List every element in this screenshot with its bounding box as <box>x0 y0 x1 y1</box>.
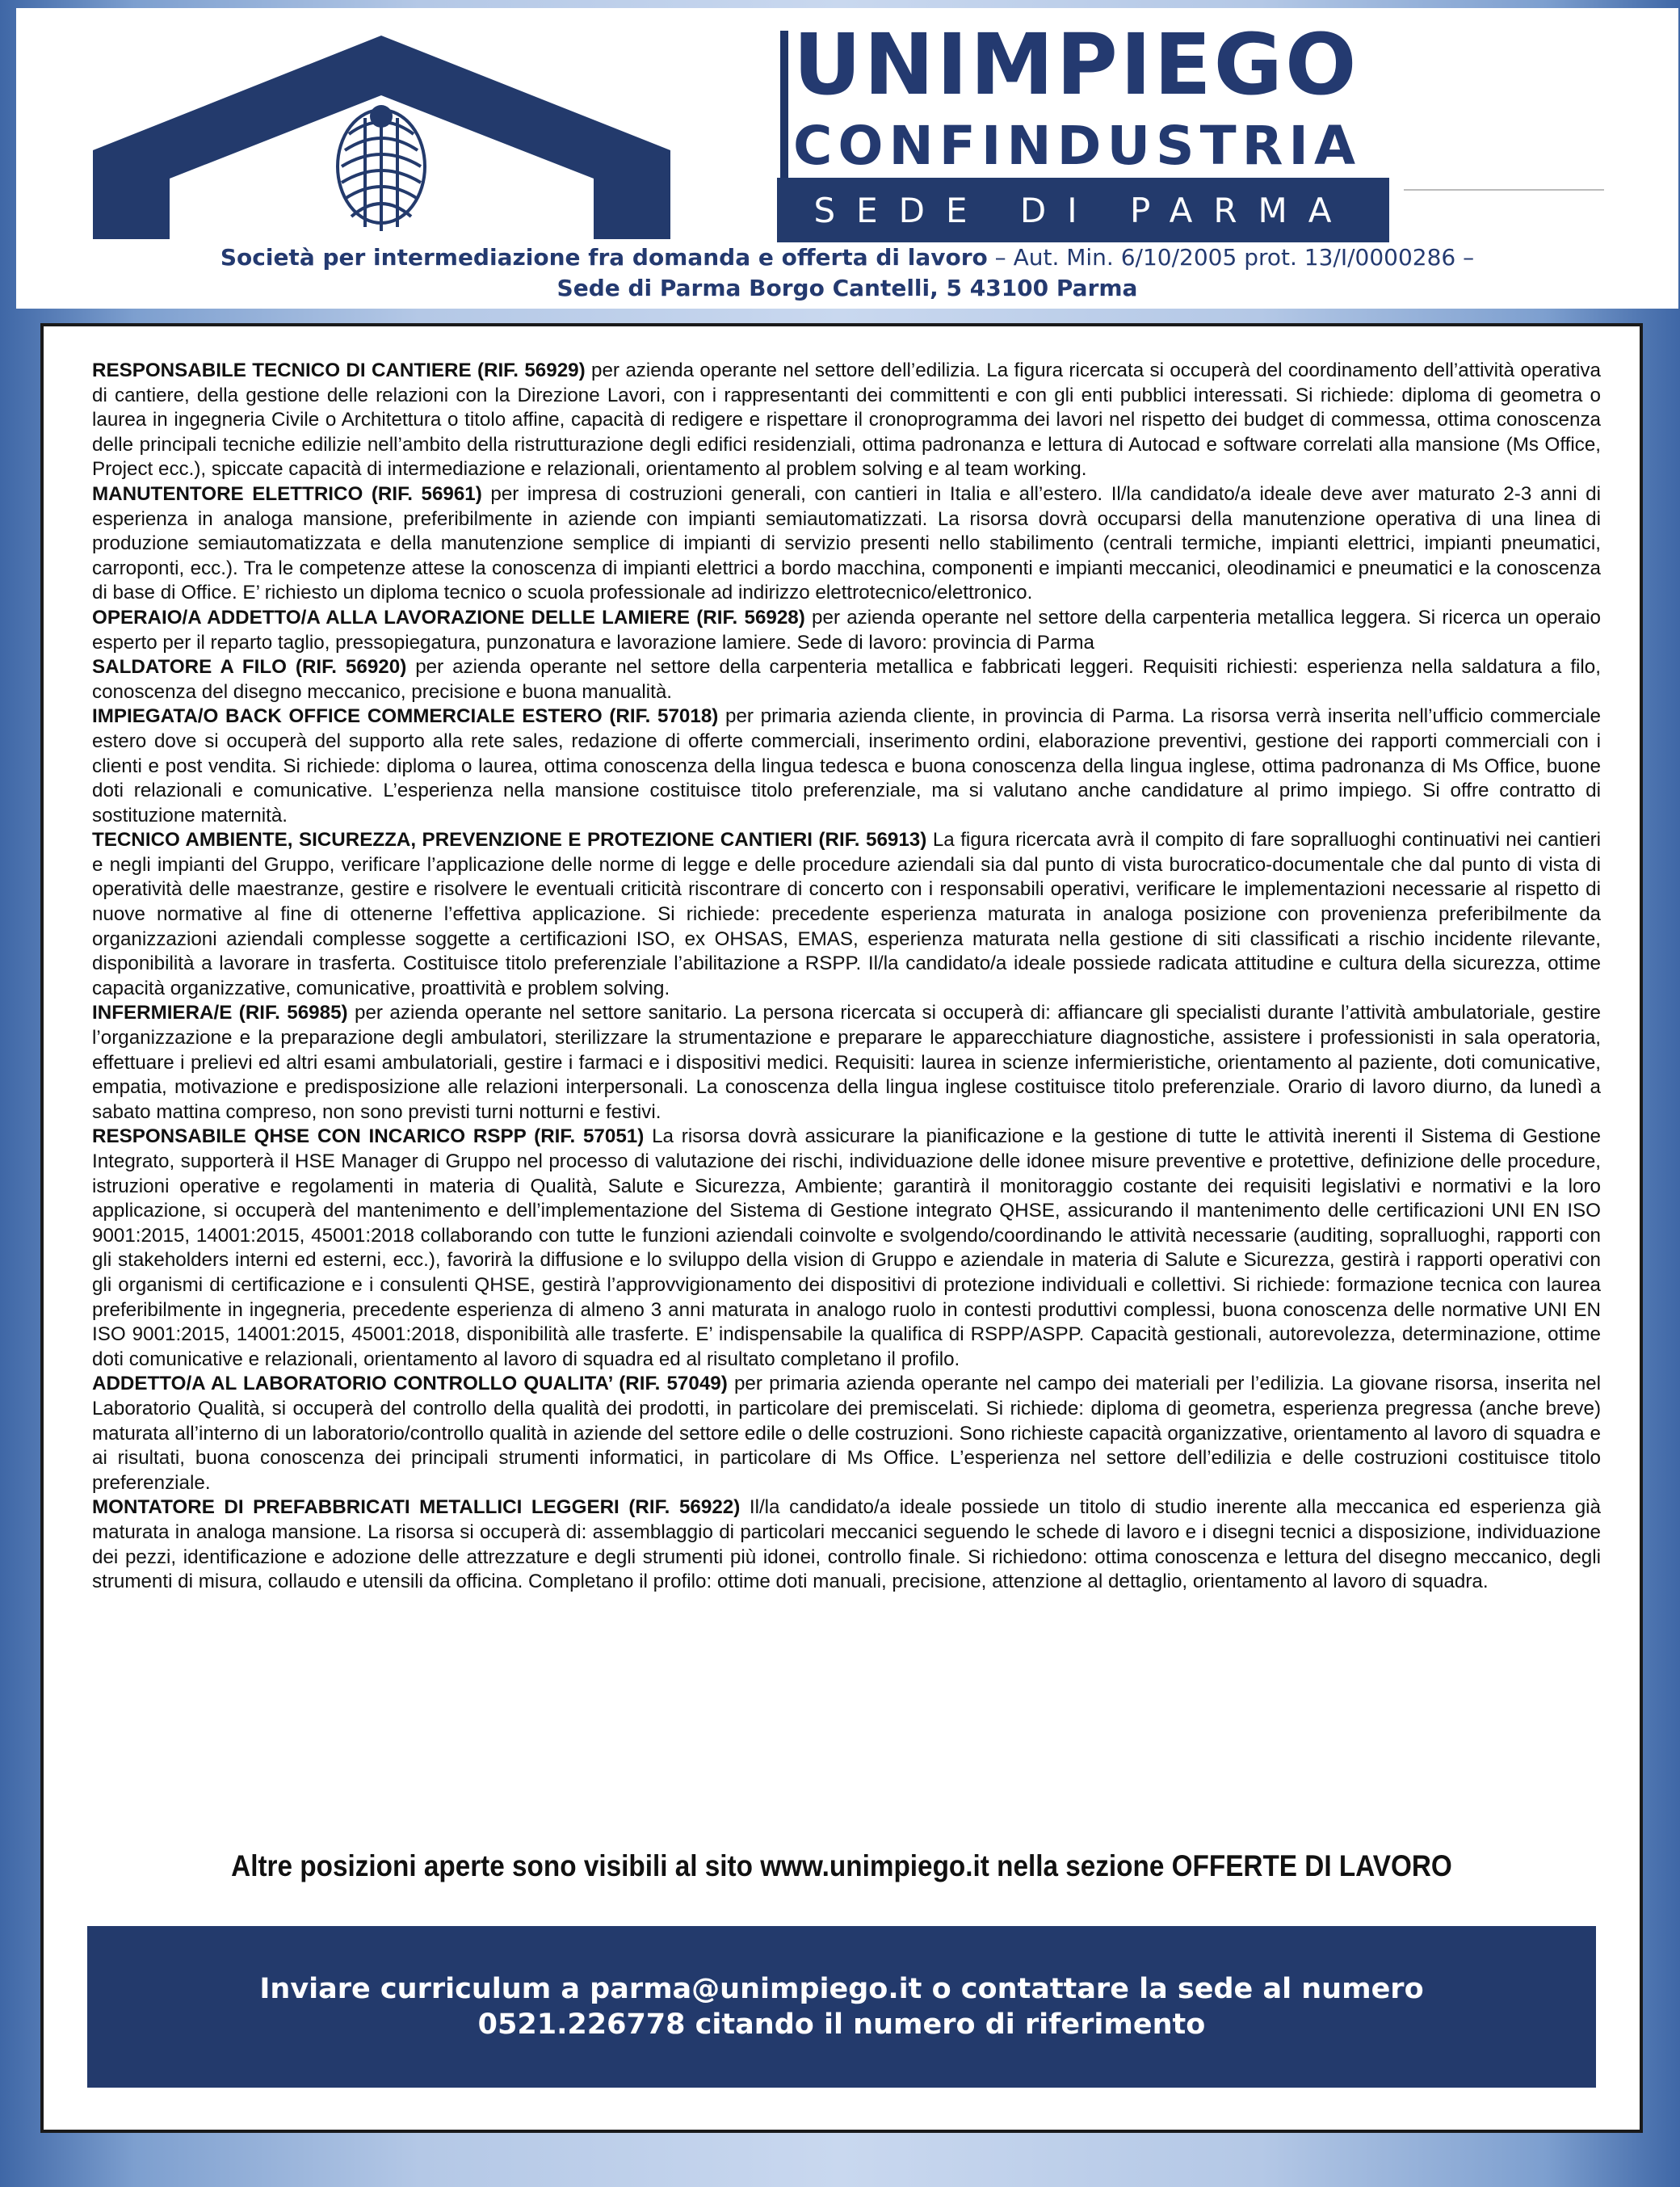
job-offer-title: MANUTENTORE ELETTRICO (RIF. 56961) <box>92 482 482 505</box>
job-offer-description: per primaria azienda operante nel campo dei materiali per l’edilizia. La giovane risorsa, inserita nel Laboratorio Qualità, si occuperà del controllo della qualità dei prodotti, in particolare dei premiscelati. Si richiede: diploma di geometra, esperienza pregressa (anche breve) maturata all’interno di un laboratorio/controllo qualità in aziende del settore edile o delle costruzioni. Sono richieste capacità organizzative, orientamento al lavoro di squadra e ai risultati, buona conoscenza dei principali strumenti informatici, in particolare di Ms Office. L’esperienza nel settore dell’edilizia e delle costruzioni costituisce titolo preferenziale. <box>92 1373 1601 1494</box>
job-offer-description: La risorsa dovrà assicurare la pianificazione e la gestione di tutte le attività inerenti il Sistema di Gestione Integrato, supporterà il HSE Manager di Gruppo nel processo di valutazione dei rischi, individuazione delle idonee misure preventive e protettive, definizione delle procedure, istruzioni operative e regolamenti in materia di Qualità, Salute e Sicurezza, Ambiente; garantirà il monitoraggio costante dei requisiti legislativi e normativi e la loro applicazione, si occuperà del mantenimento e dell’implementazione del Sistema di Gestione integrato QHSE, assicurando il mantenimento delle certificazioni UNI EN ISO 9001:2015, 14001:2015, 45001:2018 collaborando con tutte le funzioni aziendali coinvolte e svolgendo/coordinando le attività necessarie (auditing, sopralluoghi, rapporti con gli stakeholders interni ed esterni, ecc.), favorirà la diffusione e lo sviluppo della vision di Gruppo e aziendale in materia di Salute e Sicurezza, gestirà i rapporti operativi con gli organismi di certificazione e i consulenti QHSE, gestirà l’approvvigionamento dei dispositivi di protezione individuali e collettivi. Si richiede: formazione tecnica con laurea preferibilmente in ingegneria, precedente esperienza di almeno 3 anni maturata in analogo ruolo in contesti produttivi complessi, buona conoscenza delle normative UNI EN ISO 9001:2015, 14001:2015, 45001:2018, disponibilità alle trasferte. E’ indispensabile la qualifica di RSPP/ASPP. Capacità gestionali, autorevolezza, determinazione, ottime doti comunicative e relazionali, orientamento al lavoro di squadra ed al risultato completano il profilo. <box>92 1125 1601 1370</box>
job-offer-description: per azienda operante nel settore della carpenteria metallica leggera. Si ricerca un operaio esperto per il reparto taglio, pressopiegatura, punzonatura e lavorazione lamiere. Sede di lavoro: provincia di Parma <box>92 606 1601 654</box>
job-offer-description: per primaria azienda cliente, in provincia di Parma. La risorsa verrà inserita nell’ufficio commerciale estero dove si occuperà del supporto alla rete sales, redazione di offerte commerciali, inserimento ordini, elaborazione preventivi, gestione dei rapporti commerciali con i clienti e post vendita. Si richiede: diploma o laurea, ottima conoscenza della lingua tedesca e buona conoscenza della lingua inglese, ottima padronanza di Ms Office, buone doti relazionali e comunicative. L’esperienza nella mansione costituisce titolo preferenziale, ma si valutano anche candidature al primo impiego. Si offre contratto di sostituzione maternità. <box>92 705 1601 826</box>
job-offer <box>92 359 1601 482</box>
job-offer <box>92 1125 1601 1372</box>
job-offer-description: Il/la candidato/a ideale possiede un titolo di studio inerente alla meccanica ed esperienza già maturata in analoga mansione. La risorsa si occuperà di: assemblaggio di particolari meccanici seguendo le schede di lavoro e i disegni tecnici a disposizione, individuazione dei pezzi, identificazione e adozione delle attrezzature e degli strumenti più idonei, controllo finale. Si richiedono: ottima conoscenza e lettura del disegno meccanico, degli strumenti di misura, collaudo e utensili da officina. Completano il profilo: ottime doti manuali, precisione, attenzione al dettaglio, orientamento al lavoro di squadra. <box>92 1496 1601 1593</box>
job-offers-panel <box>40 323 1643 2133</box>
office-address: Sede di Parma Borgo Cantelli, 5 43100 Parma <box>556 275 1138 301</box>
job-offer-title: MONTATORE DI PREFABBRICATI METALLICI LEGGERI (RIF. 56922) <box>92 1496 741 1519</box>
job-offer-title: SALDATORE A FILO (RIF. 56920) <box>92 656 407 679</box>
job-offer-title: OPERAIO/A ADDETTO/A ALLA LAVORAZIONE DELLE LAMIERE (RIF. 56928) <box>92 606 805 629</box>
job-offer-description: per azienda operante nel settore dell’edilizia. La figura ricercata si occuperà del coordinamento dell’attività operativa di cantiere, della gestione delle relazioni con la Direzione Lavori, con i rappresentanti dei committenti e con gli enti pubblici interessati. Si richiede: diploma di geometra o laurea in ingegneria Civile o Architettura o titolo affine, capacità di redigere e rispettare il cronoprogramma dei lavori nel rispetto dei budget di commessa, ottima conoscenza delle principali tecniche edilizie nell’ambito della ristrutturazione degli edifici residenziali, ottima padronanza e lettura di Autocad e software correlati alla mansione (Ms Office, Project ecc.), spiccate capacità di intermediazione e relazionali, orientamento al problem solving e al team working. <box>92 360 1601 481</box>
brand-location: SEDE DI PARMA <box>813 190 1353 230</box>
job-offer <box>92 606 1601 655</box>
tagline <box>16 242 1678 304</box>
job-offer-title: TECNICO AMBIENTE, SICUREZZA, PREVENZIONE E PROTEZIONE CANTIERI (RIF. 56913) <box>92 829 927 852</box>
job-offer-title: RESPONSABILE TECNICO DI CANTIERE (RIF. 56929) <box>92 360 586 381</box>
house-with-eagle-emblem-icon <box>93 29 670 239</box>
job-offer-title: IMPIEGATA/O BACK OFFICE COMMERCIALE ESTERO (RIF. 57018) <box>92 705 719 728</box>
job-offer-description: per azienda operante nel settore sanitario. La persona ricercata si occuperà di: affiancare gli specialisti durante l’attività ambulatoriale, gestire l’organizzazione e la preparazione degli ambulatori, sterilizzare la strumentazione e preparare le apparecchiature diagnostiche, assistere i professionisti in sala operatoria, effettuare i prelievi ed altri esami ambulatoriali, gestire i farmaci e i dispositivi medici. Requisiti: laurea in scienze infermieristiche, orientamento al paziente, doti comunicative, empatia, motivazione e predisposizione alle relazioni interpersonali. La conoscenza della lingua inglese costituisce titolo preferenziale. Orario di lavoro diurno, da lunedì a sabato mattina compreso, non sono previsti turni notturni e festivi. <box>92 1002 1601 1123</box>
brand-name: UNIMPIEGO <box>793 15 1359 114</box>
contact-instructions: Inviare curriculum a parma@unimpiego.it o contattare la sede al numero <box>259 1973 1424 2005</box>
other-positions-notice: Altre posizioni aperte sono visibili al sito www.unimpiego.it nella sezione OFFERTE DI LAVORO <box>231 1849 1452 1882</box>
job-offer-description: per impresa di costruzioni generali, con cantieri in Italia e all’estero. Il/la candidato/a ideale deve aver maturato 2-3 anni di esperienza in analoga mansione, preferibilmente in aziende con impianti semiautomatizzati. La risorsa dovrà occuparsi della manutenzione operativa di una linea di produzione semiautomatizzata e della manutenzione semplice di impianti di servizio presenti nello stabilimento (centrali termiche, impianti elettrici, impianti pneumatici, carroponti, ecc.). Tra le competenze attese la conoscenza di impianti elettrici a bordo macchina, componenti e impianti meccanici, oleodinamici e pneumatici e la conoscenza di base di Office. E’ richiesto un diploma tecnico o scuola professionale ad indirizzo elettrotecnico/elettronico. <box>92 482 1601 604</box>
tagline-authorization: – Aut. Min. 6/10/2005 prot. 13/I/0000286 – <box>987 244 1475 271</box>
brand-location-bar <box>777 178 1389 242</box>
job-offer <box>92 1001 1601 1125</box>
job-offer-title: INFERMIERA/E (RIF. 56985) <box>92 1002 348 1024</box>
job-offer <box>92 704 1601 828</box>
job-offer <box>92 655 1601 704</box>
job-offers-list <box>92 359 1601 1595</box>
brand-hairline <box>1404 189 1604 191</box>
tagline-main: Società per intermediazione fra domanda e offerta di lavoro <box>220 244 988 271</box>
job-offer-description: La figura ricercata avrà il compito di fare sopralluoghi continuativi nei cantieri e negli impianti del Gruppo, verificare l’applicazione delle norme di legge e delle procedure aziendali sia dal punto di vista burocratico-documentale che dal punto di vista di operatività delle maestranze, gestire e risolvere le eventuali criticità riscontrare di concerto con i responsabili operativi, verificare le implementazioni necessarie al rispetto di nuove normative al fine di ottenerne l’effettiva applicazione. Si richiede: precedente esperienza maturata in analoga posizione con provenienza preferibilmente da organizzazioni aziendali complesse soggette a certificazioni ISO, ex OHSAS, EMAS, esperienza maturata nella gestione di siti classificati a rischio incidente rilevante, disponibilità a lavorare in trasferta. Costituisce titolo preferenziale l’abilitazione a RSPP. Il/la candidato/a ideale possiede radicata attitudine e cultura della sicurezza, ottime capacità organizzative, comunicative, proattività e problem solving. <box>92 829 1602 999</box>
job-offer <box>92 482 1601 606</box>
job-offer-title: ADDETTO/A AL LABORATORIO CONTROLLO QUALITA’ (RIF. 57049) <box>92 1373 728 1395</box>
job-offer <box>92 1495 1601 1594</box>
contact-banner <box>87 1926 1596 2088</box>
job-offer <box>92 1372 1601 1495</box>
job-offer <box>92 828 1601 1001</box>
brand-subtitle: CONFINDUSTRIA <box>793 115 1362 177</box>
job-offer-description: per azienda operante nel settore della carpenteria metallica e fabbricati leggeri. Requisiti richiesti: esperienza nella saldatura a filo, conoscenza del disegno meccanico, precisione e buona manualità. <box>92 656 1601 703</box>
job-offer-title: RESPONSABILE QHSE CON INCARICO RSPP (RIF. 57051) <box>92 1125 645 1148</box>
contact-phone: 0521.226778 citando il numero di riferimento <box>477 2008 1206 2041</box>
page-header <box>16 8 1678 309</box>
